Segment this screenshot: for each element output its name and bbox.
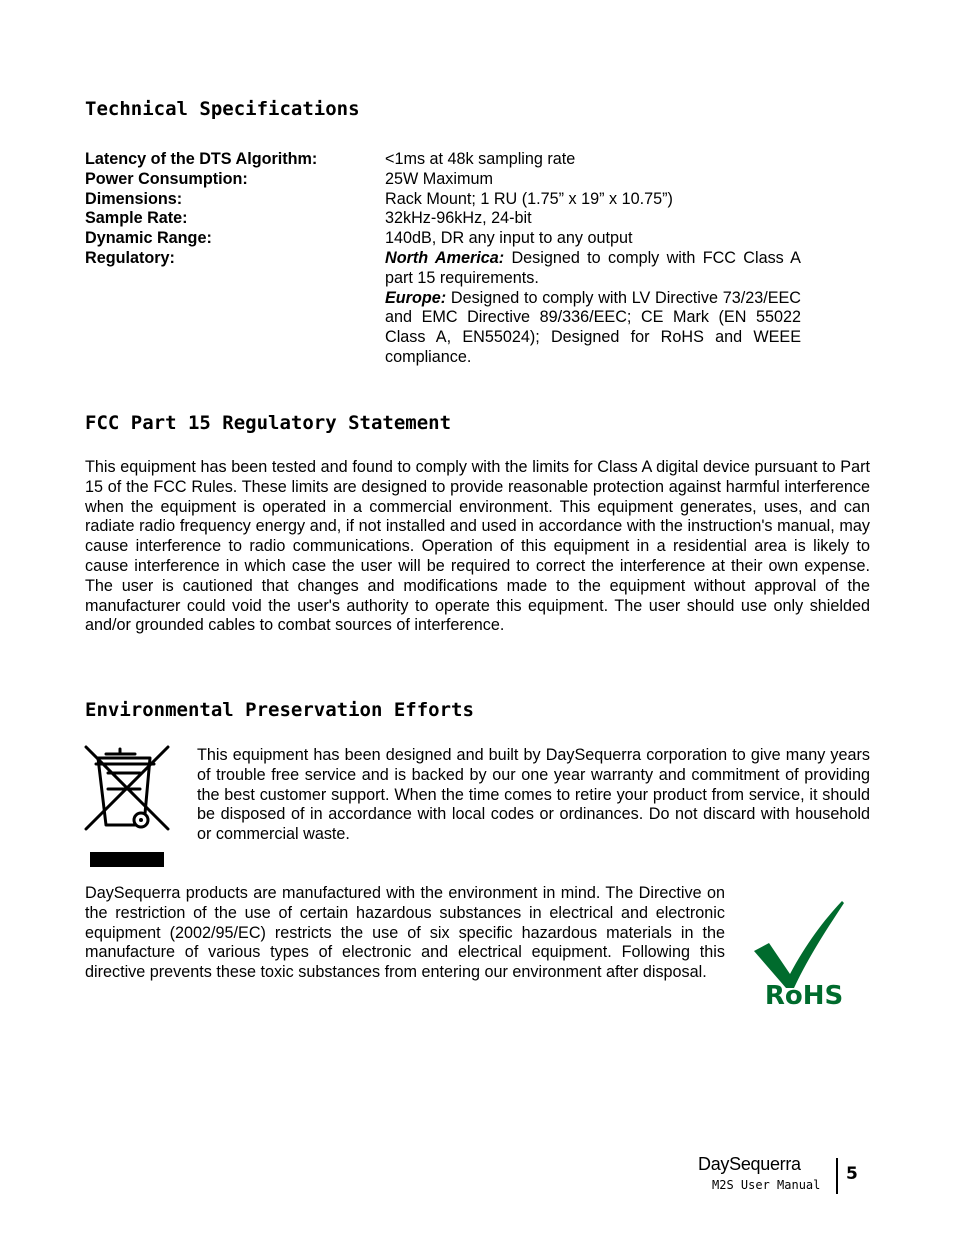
spec-row [85,229,805,249]
regulatory-europe [385,289,801,368]
spec-row [85,150,805,170]
spec-value: 32kHz-96kHz, 24-bit [385,209,532,228]
spec-label: Dimensions: [85,189,183,208]
spec-label: Regulatory: [85,248,175,267]
environment-heading: Environmental Preservation Efforts [85,699,474,721]
spec-table [85,150,805,368]
page-number: 5 [846,1164,858,1184]
spec-value: <1ms at 48k sampling rate [385,150,576,168]
crossed-out-wheelie-bin-icon [84,745,172,870]
spec-label: Sample Rate: [85,209,188,228]
tech-specs-heading: Technical Specifications [85,98,360,120]
europe-text: Designed to comply with LV Directive 73/23/EEC and EMC Directive 89/336/EEC; CE Mark (EN 55022 Class A, EN55024); Designed for RoHS and WEEE compliance. [385,288,801,366]
footer-brand: DaySequerra [698,1154,801,1174]
environment-paragraph-1: This equipment has been designed and built by DaySequerra corporation to give many years of trouble free service and is backed by our one year warranty and commitment of providing the best customer support. When the time comes to retire your product from service, it should be disposed of in accordance with local codes or ordinances. Do not discard with household or commercial waste. [197,746,870,844]
spec-row-regulatory [85,249,805,368]
spec-row [85,190,805,210]
environment-paragraph-2: DaySequerra products are manufactured with the environment in mind. The Directive on the restriction of the use of certain hazardous substances in electrical and electronic equipment (2002/95/EC) restricts the use of six specific hazardous materials in the manufacture of various types of electronic and electrical equipment. Following this directive prevents these toxic substances from entering our environment after disposal. [85,884,725,982]
spec-value: 25W Maximum [385,169,493,188]
fcc-paragraph: This equipment has been tested and found to comply with the limits for Class A digital device pursuant to Part 15 of the FCC Rules. These limits are designed to provide reasonable protection against harmful interference when the equipment is operated in a commercial environment. This equipment generates, uses, and can radiate radio frequency energy and, if not installed and used in accordance with the instruction's manual, may cause interference to radio communications. Operation of this equipment in a residential area is likely to cause interference in which case the user will be required to correct the interference at their own expense. The user is cautioned that changes and modifications made to the equipment without approval of the manufacturer could void the user's authority to operate this equipment. The user should use only shielded and/or grounded cables to combat sources of interference. [85,458,870,635]
rohs-logo [744,896,862,1016]
regulatory-north-america [385,249,801,289]
footer-subtitle: M2S User Manual [712,1178,821,1192]
north-america-title: North America: [385,248,505,267]
footer-divider [836,1158,838,1194]
spec-row [85,170,805,190]
spec-label: Latency of the DTS Algorithm: [85,150,318,168]
fcc-heading: FCC Part 15 Regulatory Statement [85,412,452,434]
europe-title: Europe: [385,288,447,307]
spec-row [85,209,805,229]
rohs-logo-text: RoHS [764,981,844,1011]
regulatory-value [385,249,801,368]
spec-value: 140dB, DR any input to any output [385,229,633,248]
north-america-text: Designed to comply with FCC Class A part 15 requirements. [385,248,801,287]
spec-label: Power Consumption: [85,169,248,188]
spec-value: Rack Mount; 1 RU (1.75” x 19” x 10.75”) [385,189,673,208]
spec-label: Dynamic Range: [85,229,212,248]
